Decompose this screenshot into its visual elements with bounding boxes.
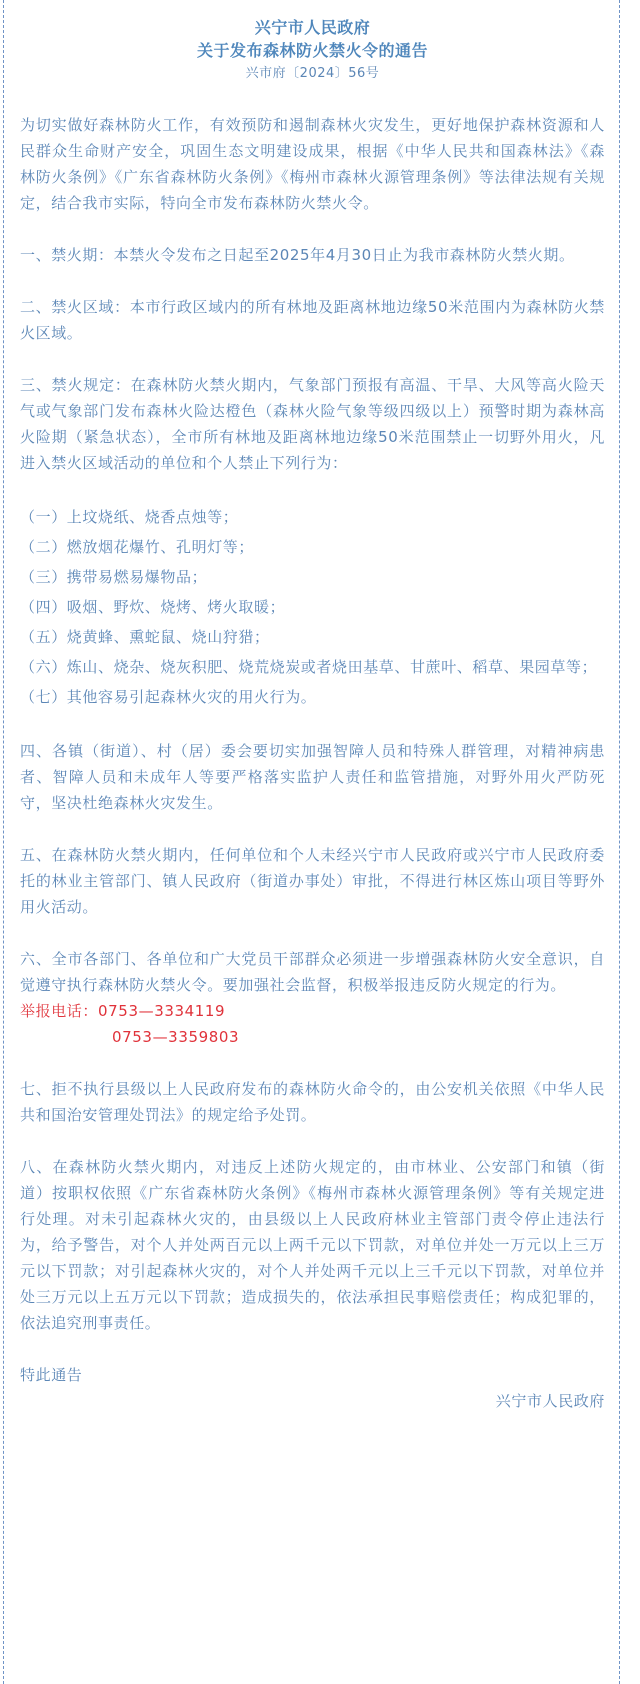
hotline-phone-2[interactable]: 0753—3359803 <box>112 1028 240 1046</box>
list-item: （一）上坟烧纸、烧香点烛等； <box>20 508 239 526</box>
left-dashed-border <box>3 0 4 1684</box>
list-item: （三）携带易燃易爆物品； <box>20 568 208 586</box>
list-item: （二）燃放烟花爆竹、孔明灯等； <box>20 538 255 556</box>
hotline-line-1 <box>20 998 605 1024</box>
closing-text: 特此通告 <box>20 1366 83 1384</box>
section-8: 八、在森林防火禁火期内，对违反上述防火规定的，由市林业、公安部门和镇（街道）按职权依照《广东省森林防火条例》《梅州市森林火源管理条例》等有关规定进行处理。对未引起森林火灾的，由县级以上人民政府林业主管部门责令停止违法行为，给予警告，对个人并处两百元以上两千元以下罚款，对单位并处一万元以上三万元以下罚款；对引起森林火灾的，对个人并处两千元以上三千元以下罚款，对单位并处三万元以上五万元以下罚款；造成损失的，依法承担民事赔偿责任；构成犯罪的，依法追究刑事责任。 <box>20 1158 605 1332</box>
section-5: 五、在森林防火禁火期内，任何单位和个人未经兴宁市人民政府或兴宁市人民政府委托的林业主管部门、镇人民政府（街道办事处）审批，不得进行林区炼山项目等野外用火活动。 <box>20 846 605 916</box>
section-7: 七、拒不执行县级以上人民政府发布的森林防火命令的，由公安机关依照《中华人民共和国治安管理处罚法》的规定给予处罚。 <box>20 1080 605 1124</box>
list-item: （五）烧黄蜂、熏蛇鼠、烧山狩猎； <box>20 628 270 646</box>
prohibited-list <box>20 502 605 712</box>
notice-body <box>20 0 605 1414</box>
signature: 兴宁市人民政府 <box>495 1392 605 1410</box>
section-3: 三、禁火规定：在森林防火禁火期内，气象部门预报有高温、干旱、大风等高火险天气或气象部门发布森林火险达橙色（森林火险气象等级四级以上）预警时期为森林高火险期（紧急状态），全市所有林地及距离林地边缘50米范围禁止一切野外用火，凡进入禁火区域活动的单位和个人禁止下列行为： <box>20 376 605 472</box>
hotline-phone-1[interactable]: 0753—3334119 <box>98 1002 226 1020</box>
intro-paragraph: 为切实做好森林防火工作，有效预防和遏制森林火灾发生，更好地保护森林资源和人民群众生命财产安全，巩固生态文明建设成果，根据《中华人民共和国森林法》《森林防火条例》《广东省森林防火条例》《梅州市森林火源管理条例》等法律法规有关规定，结合我市实际，特向全市发布森林防火禁火令。 <box>20 116 605 212</box>
section-6: 六、全市各部门、各单位和广大党员干部群众必须进一步增强森林防火安全意识，自觉遵守执行森林防火禁火令。要加强社会监督，积极举报违反防火规定的行为。 <box>20 950 605 994</box>
list-item: （六）炼山、烧杂、烧灰积肥、烧荒烧炭或者烧田基草、甘蔗叶、稻草、果园草等； <box>20 658 598 676</box>
right-dashed-border <box>619 0 620 1684</box>
section-2: 二、禁火区域：本市行政区域内的所有林地及距离林地边缘50米范围内为森林防火禁火区域。 <box>20 298 605 342</box>
issuer-title: 兴宁市人民政府 <box>254 18 371 37</box>
document-number: 兴市府〔2024〕56号 <box>245 66 380 81</box>
section-1: 一、禁火期：本禁火令发布之日起至2025年4月30日止为我市森林防火禁火期。 <box>20 246 575 264</box>
list-item: （七）其他容易引起森林火灾的用火行为。 <box>20 688 317 706</box>
section-4: 四、各镇（街道）、村（居）委会要切实加强智障人员和特殊人群管理，对精神病患者、智障人员和未成年人等要严格落实监护人责任和监管措施，对野外用火严防死守，坚决杜绝森林火灾发生。 <box>20 742 605 812</box>
notice-title: 关于发布森林防火禁火令的通告 <box>196 41 428 60</box>
list-item: （四）吸烟、野炊、烧烤、烤火取暖； <box>20 598 286 616</box>
hotline-label: 举报电话： <box>20 1002 99 1020</box>
